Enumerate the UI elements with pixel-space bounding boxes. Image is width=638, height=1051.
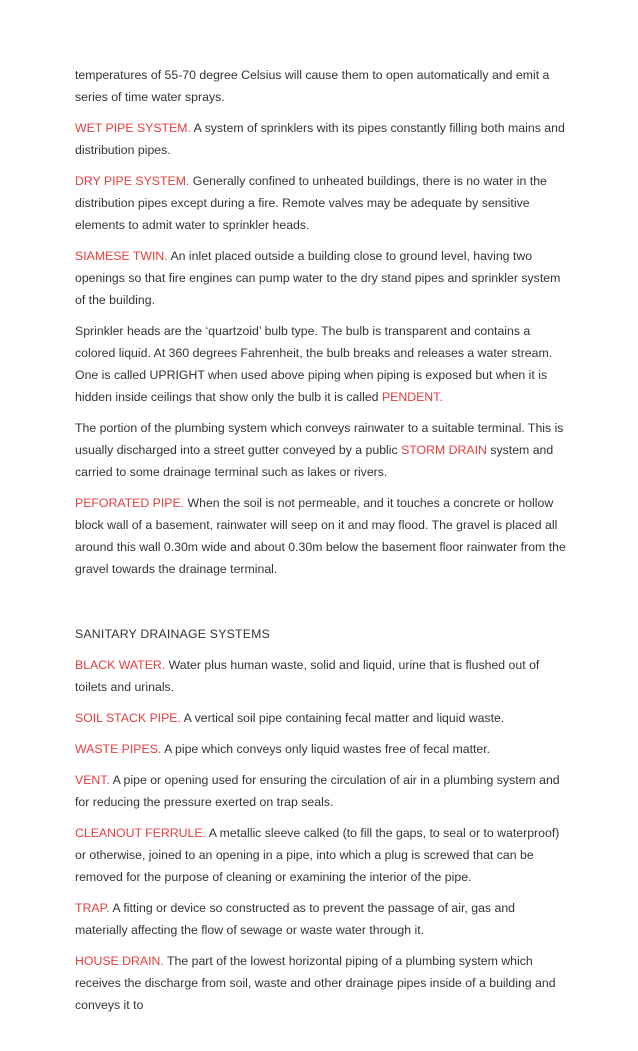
paragraph-text: system and carried to some drainage terminal such as lakes or rivers. [75, 443, 554, 479]
term-label: PENDENT. [381, 390, 443, 404]
definition-text: A vertical soil pipe containing fecal matter and liquid waste. [180, 711, 505, 725]
paragraph-intro [75, 64, 568, 108]
paragraph-soil-stack-pipe [75, 707, 568, 729]
paragraph-vent [75, 769, 568, 813]
paragraph-wet-pipe-system [75, 117, 568, 161]
paragraph-waste-pipes [75, 738, 568, 760]
definition-text: Generally confined to unheated buildings, there is no water in the distribution pipes except during a fire. Remote valves may be adequate by sensitive elements to admit water to sprinkler heads. [75, 174, 547, 232]
term-label: PEFORATED PIPE. [75, 496, 185, 510]
definition-text: When the soil is not permeable, and it touches a concrete or hollow block wall of a basement, rainwater will seep on it and may flood. The gravel is placed all around this wall 0.30m wide and about 0.30m below the basement floor rainwater from the gravel towards the drainage terminal. [75, 496, 566, 576]
paragraph-dry-pipe-system [75, 170, 568, 236]
paragraph-text: temperatures of 55-70 degree Celsius will cause them to open automatically and emit a series of time water sprays. [75, 68, 550, 104]
paragraph-cleanout-ferrule [75, 822, 568, 888]
definition-text: An inlet placed outside a building close to ground level, having two openings so that fire engines can pump water to the dry stand pipes and sprinkler system of the building. [75, 249, 561, 307]
definition-text: Water plus human waste, solid and liquid, urine that is flushed out of toilets and urinals. [75, 658, 540, 694]
definition-text: A fitting or device so constructed as to prevent the passage of air, gas and materially affecting the flow of sewage or waste water through it. [75, 901, 516, 937]
section-heading: SANITARY DRAINAGE SYSTEMS [75, 627, 270, 641]
term-label: DRY PIPE SYSTEM. [75, 174, 190, 188]
paragraph-text: Sprinkler heads are the ‘quartzoid’ bulb type. The bulb is transparent and contains a colored liquid. At 360 degrees Fahrenheit, the bulb breaks and releases a water stream. One is called UPRIGHT when used above piping when piping is exposed but when it is hidden inside ceilings that show only the bulb it is called [75, 324, 553, 404]
definition-text: A pipe which conveys only liquid wastes free of fecal matter. [161, 742, 491, 756]
definition-text: A metallic sleeve calked (to fill the gaps, to seal or to waterproof) or otherwise, joined to an opening in a pipe, into which a plug is screwed that can be removed for the purpose of cleaning or examining the interior of the pipe. [75, 826, 560, 884]
term-label: CLEANOUT FERRULE. [75, 826, 206, 840]
definition-text: A system of sprinklers with its pipes constantly filling both mains and distribution pipes. [75, 121, 565, 157]
paragraph-text: The portion of the plumbing system which conveys rainwater to a suitable terminal. This is usually discharged into a street gutter conveyed by a public [75, 421, 564, 457]
paragraph-black-water [75, 654, 568, 698]
term-label: VENT. [75, 773, 110, 787]
paragraph-perforated-pipe [75, 492, 568, 580]
definition-text: A pipe or opening used for ensuring the circulation of air in a plumbing system and for reducing the pressure exerted on trap seals. [75, 773, 560, 809]
paragraph-trap [75, 897, 568, 941]
paragraph-siamese-twin [75, 245, 568, 311]
term-label: WASTE PIPES. [75, 742, 162, 756]
paragraph-storm-drain [75, 417, 568, 483]
paragraph-house-drain [75, 950, 568, 1016]
term-label: STORM DRAIN [401, 443, 487, 457]
term-label: SIAMESE TWIN. [75, 249, 168, 263]
definition-text: The part of the lowest horizontal piping of a plumbing system which receives the discharge from soil, waste and other drainage pipes inside of a building and conveys it to [75, 954, 556, 1012]
paragraph-sprinkler-heads [75, 320, 568, 408]
term-label: WET PIPE SYSTEM. [75, 121, 191, 135]
term-label: TRAP. [75, 901, 110, 915]
term-label: HOUSE DRAIN. [75, 954, 164, 968]
term-label: SOIL STACK PIPE. [75, 711, 181, 725]
term-label: BLACK WATER. [75, 658, 166, 672]
